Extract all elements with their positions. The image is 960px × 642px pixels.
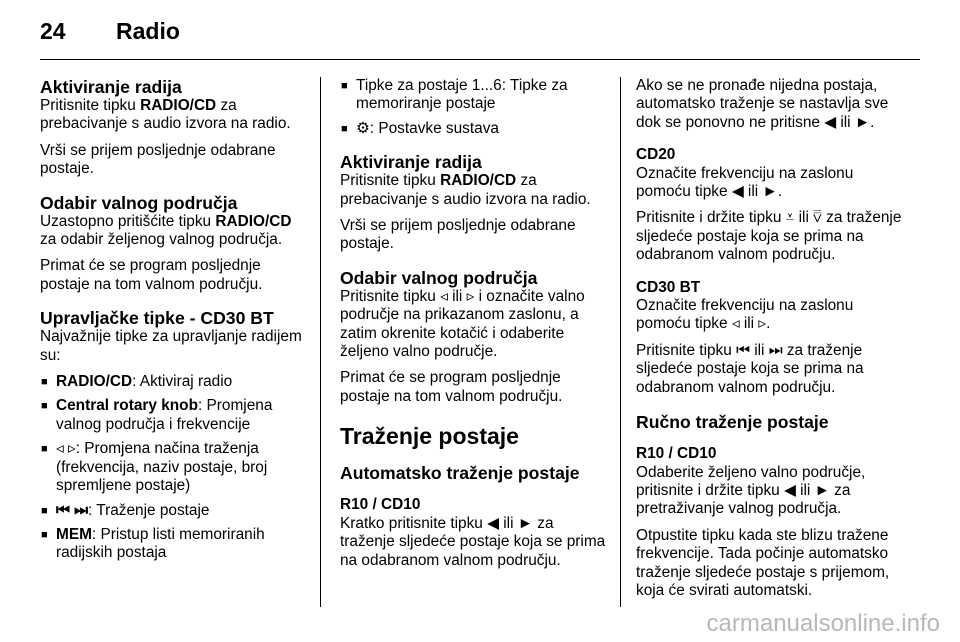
paragraph: Primat će se program posljednje postaje na tom valnom području. (40, 257, 263, 293)
heading-cd30-bt: CD30 BT (636, 278, 701, 296)
text: za prebacivanje s audio izvora na radio. (340, 172, 591, 208)
key-label: RADIO/CD (215, 212, 292, 230)
list-item (40, 397, 308, 434)
paragraph: Vrši se prijem posljednje odabrane postaje. (340, 217, 576, 253)
list-item (40, 526, 308, 563)
paragraph: Pritisnite tipku ◃ ili ▹ i označite valno područje na prikazanom zaslonu, a zatim okrenite kotačić i odaberite željeno valno područje. (340, 287, 585, 361)
column-divider-right (620, 77, 621, 607)
list-item: ■ Tipke za postaje 1...6: Tipke za memoriranje postaje (340, 77, 608, 114)
watermark: carmanualsonline.info (706, 610, 940, 637)
heading-station-search: Traženje postaje (340, 423, 519, 450)
text: za odabir željenog valnog područja. (40, 231, 283, 249)
text: ◃ ▹: Promjena načina traženja (frekvencija, naziv postaje, broj spremljene postaje) (56, 440, 268, 495)
heading-band-select: Odabir valnog područja (340, 267, 538, 288)
text: Pritisnite tipku (340, 172, 441, 190)
list-item (40, 440, 308, 495)
paragraph: Vrši se prijem posljednje odabrane postaje. (40, 141, 276, 178)
heading-band-select: Odabir valnog područja (40, 192, 238, 213)
paragraph (340, 172, 608, 209)
text: : Traženje postaje (87, 501, 210, 519)
paragraph: Pritisnite tipku ⏮ ili ⏭ za traženje sljedeće postaje koja se prima na odabranom valnom području. (636, 341, 864, 396)
paragraph (40, 213, 308, 250)
paragraph: Ako se ne pronađe nijedna postaja, automatsko traženje se nastavlja sve dok se ponovno ne pritisne ◀ ili ►. (636, 77, 889, 131)
heading-auto-search: Automatsko traženje postaje (340, 463, 580, 484)
controls-list (40, 373, 308, 563)
list-item: ■ ⚙: Postavke sustava (340, 120, 608, 138)
key-label: MEM (56, 525, 92, 543)
column-2 (340, 77, 608, 578)
text: : Pristup listi memoriranih radijskih postaja (56, 525, 265, 562)
heading-r10-cd10: R10 / CD10 (340, 496, 421, 514)
paragraph (40, 97, 308, 134)
heading-cd20: CD20 (636, 146, 676, 164)
key-label: RADIO/CD (56, 373, 133, 391)
heading-activate-radio: Aktiviranje radija (40, 77, 182, 97)
paragraph: Kratko pritisnite tipku ◀ ili ► za traženje sljedeće postaje koja se prima na odabranom valnom području. (340, 514, 606, 569)
list-item (40, 502, 308, 520)
key-label: Central rotary knob (56, 397, 198, 415)
header-rule (40, 59, 920, 60)
column-3 (636, 77, 904, 608)
paragraph: Označite frekvenciju na zaslonu pomoću tipke ◃ ili ▹. (636, 297, 854, 333)
paragraph: Otpustite tipku kada ste blizu tražene frekvencije. Tada počinje automatsko traženje sljedeće postaje s prijemom, koja će svirati automatski. (636, 526, 890, 599)
key-label: RADIO/CD (140, 97, 217, 114)
paragraph: Označite frekvenciju na zaslonu pomoću tipke ◀ ili ►. (636, 164, 854, 201)
text: za prebacivanje s audio izvora na radio. (40, 97, 291, 133)
heading-r10-cd10: R10 / CD10 (636, 445, 717, 463)
paragraph: Primat će se program posljednje postaje na tom valnom području. (340, 369, 563, 405)
paragraph: Odaberite željeno valno područje, pritisnite i držite tipku ◀ ili ► za pretraživanje valnog područja. (636, 463, 866, 518)
text: Pritisnite tipku (40, 97, 141, 114)
list-item (40, 373, 308, 391)
column-divider-left (320, 77, 321, 607)
paragraph: Pritisnite i držite tipku ⩡ ili ⩢ za traženje sljedeće postaje koja se prima na odabranom valnom području. (636, 209, 902, 264)
page-number: 24 (40, 18, 66, 44)
text: : Aktiviraj radio (132, 373, 233, 391)
page-section-title: Radio (116, 18, 180, 44)
text: : Promjena valnog područja i frekvencije (56, 397, 273, 433)
paragraph: Najvažnije tipke za upravljanje radijem su: (40, 328, 302, 364)
seek-icons: ⏮ ⏭ (56, 501, 88, 519)
text: Uzastopno pritišćite tipku (40, 212, 216, 230)
controls-list-continued (340, 77, 608, 138)
heading-controls: Upravljačke tipke - CD30 BT (40, 308, 274, 329)
key-label: RADIO/CD (440, 172, 517, 190)
heading-activate-radio: Aktiviranje radija (340, 152, 482, 173)
heading-manual-search: Ručno traženje postaje (636, 412, 829, 433)
column-1 (40, 77, 308, 569)
